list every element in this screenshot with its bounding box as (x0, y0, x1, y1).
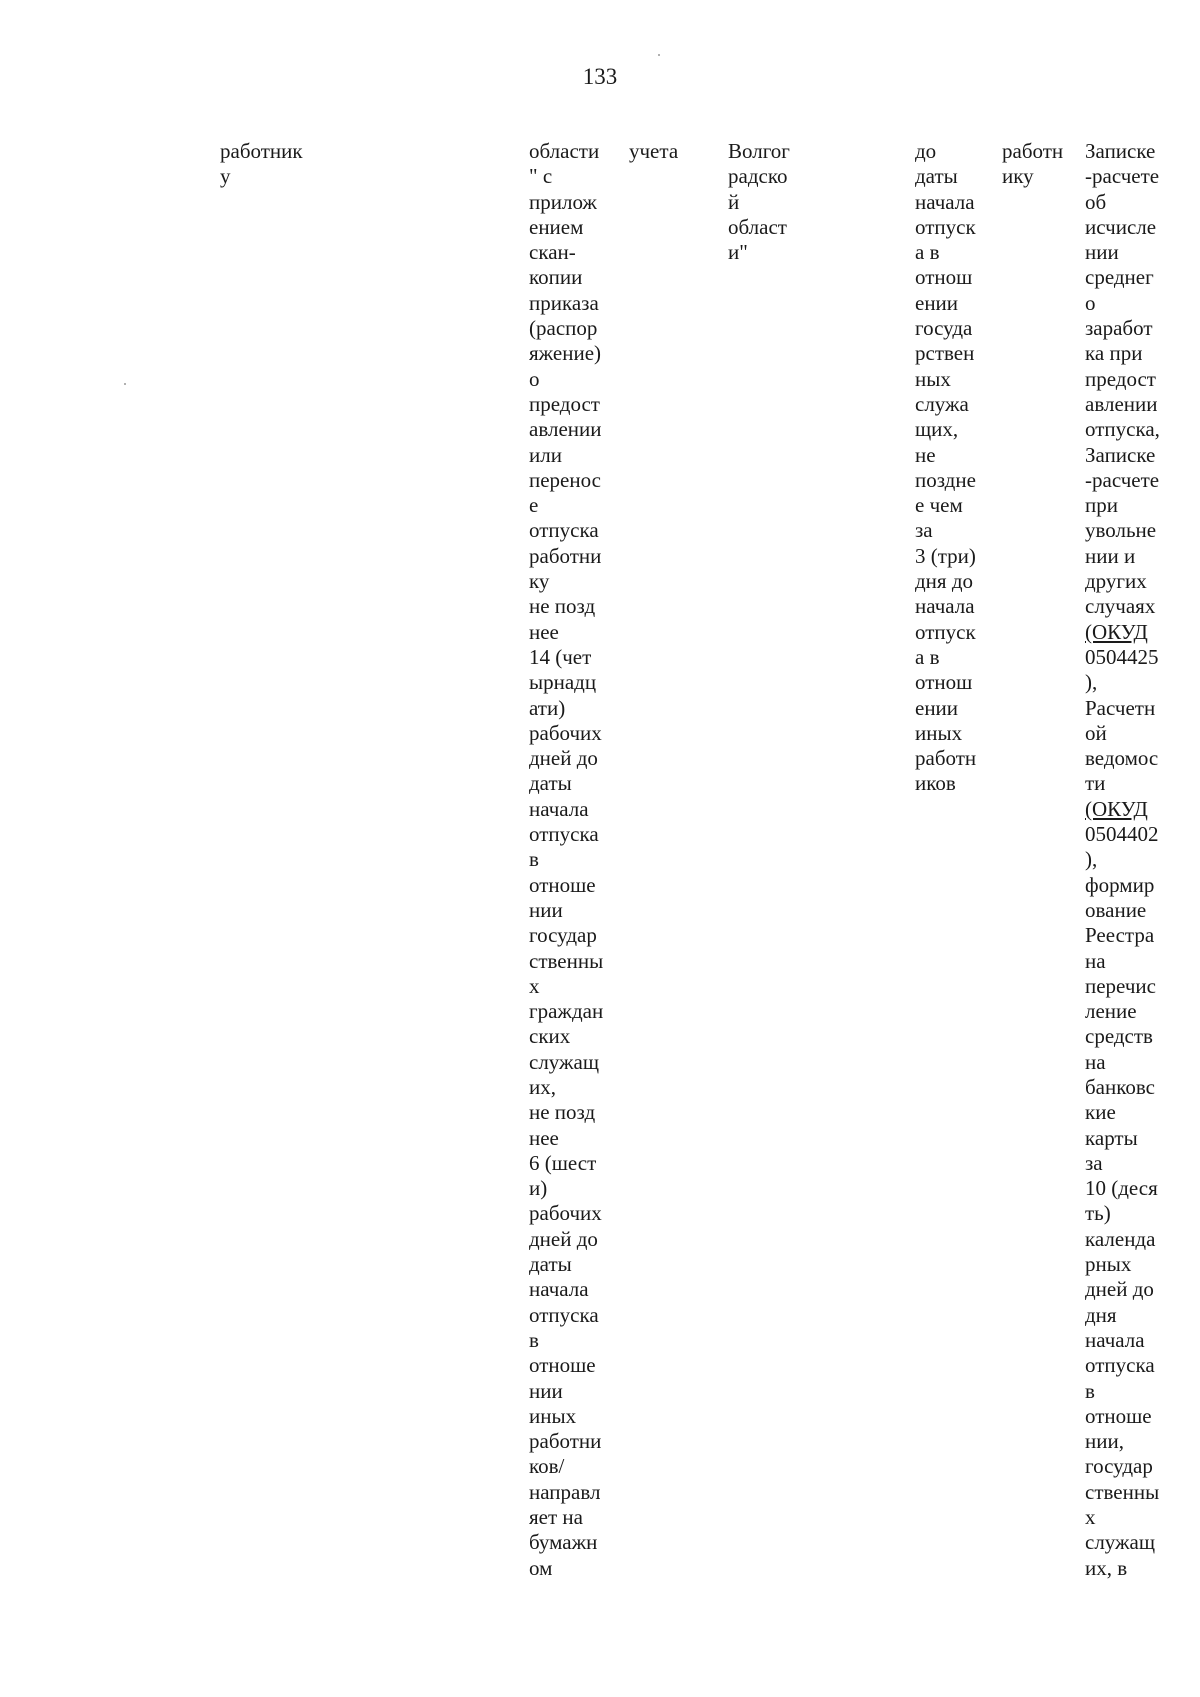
cell-line: отноше (529, 872, 596, 897)
cell-line: нии (529, 1378, 563, 1403)
table-cell-accounting (629, 139, 678, 164)
cell-line: (распор (529, 316, 598, 341)
cell-line: среднег (1085, 265, 1154, 290)
cell-line: ой (1085, 720, 1107, 745)
cell-line: х (529, 973, 540, 998)
cell-line: радско (728, 164, 788, 189)
cell-line: о (1085, 290, 1096, 315)
cell-line: нии (1085, 240, 1119, 265)
cell-line: начала (529, 1277, 589, 1302)
cell-line: средств (1085, 1024, 1153, 1049)
cell-line: щих, (915, 417, 959, 442)
cell-line: " с (529, 164, 553, 189)
cell-line: Волгог (728, 139, 790, 163)
cell-line: не позд (529, 594, 596, 619)
cell-line: дня до (915, 569, 974, 594)
cell-line: авлении (1085, 391, 1158, 416)
cell-line: работник (220, 139, 303, 163)
cell-line: отнош (915, 670, 973, 695)
cell-line: календа (1085, 1226, 1156, 1251)
cell-line: и) (529, 1176, 548, 1201)
cell-line: отпуска, (1085, 417, 1160, 442)
cell-line: увольне (1085, 518, 1157, 543)
cell-line: ование (1085, 897, 1147, 922)
cell-line: отнош (915, 265, 973, 290)
cell-line: до (915, 139, 937, 163)
cell-line: ственны (529, 948, 604, 973)
cell-line: рабочих (529, 1201, 602, 1226)
cell-line: в (529, 847, 539, 872)
cell-line: Реестра (1085, 923, 1155, 948)
cell-line: бумажн (529, 1530, 598, 1555)
scan-speck (124, 383, 126, 385)
cell-line: нии (529, 897, 563, 922)
cell-line: и" (728, 240, 748, 265)
cell-line: прилож (529, 189, 597, 214)
cell-line: яжение) (529, 341, 602, 366)
cell-line: учета (629, 139, 679, 163)
cell-line: ом (529, 1555, 553, 1580)
cell-line: области (529, 139, 600, 163)
cell-line: ении (915, 290, 959, 315)
cell-line: отпуск (915, 619, 976, 644)
cell-line: работни (529, 543, 602, 568)
cell-line: ), (1085, 847, 1098, 872)
cell-line: приказа (529, 290, 599, 315)
cell-line: за (1085, 1150, 1103, 1175)
cell-line: или (529, 442, 562, 467)
cell-line: а в (915, 644, 940, 669)
cell-line: служащ (529, 1049, 600, 1074)
cell-line: рных (1085, 1252, 1132, 1277)
cell-line: карты (1085, 1125, 1138, 1150)
cell-line: в (1085, 1378, 1095, 1403)
cell-line: дня (1085, 1302, 1117, 1327)
cell-line: Записке (1085, 442, 1156, 467)
cell-line: исчисле (1085, 214, 1157, 239)
cell-line: 0504402 (1085, 822, 1159, 847)
cell-line: работн (915, 746, 977, 771)
cell-line: случаях (1085, 594, 1156, 619)
cell-line: государ (1085, 1454, 1153, 1479)
cell-line: й (728, 189, 740, 214)
cell-line: на (1085, 948, 1106, 973)
cell-line: 3 (три) (915, 543, 976, 568)
cell-line: копии (529, 265, 583, 290)
cell-line: а в (915, 240, 940, 265)
table-cell-to-employee (1002, 139, 1063, 190)
cell-line: дней до (1085, 1277, 1154, 1302)
table-cell-employee-fragment (220, 139, 303, 190)
cell-line: рствен (915, 341, 975, 366)
cell-line: авлении (529, 417, 602, 442)
cell-line: предост (1085, 366, 1156, 391)
cell-line: при (1085, 493, 1118, 518)
cell-line: даты (529, 771, 572, 796)
cell-line: банковс (1085, 1074, 1155, 1099)
cell-line: област (728, 214, 787, 239)
cell-line: ственны (1085, 1479, 1160, 1504)
cell-line: ати) (529, 695, 566, 720)
cell-line: ских (529, 1024, 571, 1049)
cell-line: яет на (529, 1505, 583, 1530)
cell-line: начала (915, 189, 975, 214)
cell-line: других (1085, 569, 1147, 594)
cell-line: Расчетн (1085, 695, 1156, 720)
cell-line: начала (1085, 1327, 1145, 1352)
cell-line: ку (529, 569, 550, 594)
table-cell-region-order-terms (529, 139, 603, 1581)
cell-line: Записке (1085, 139, 1156, 163)
cell-line: ику (1002, 164, 1034, 189)
cell-line: отпуска (529, 1302, 599, 1327)
cell-line: граждан (529, 999, 604, 1024)
cell-line: даты (915, 164, 958, 189)
cell-line: начала (529, 796, 589, 821)
cell-line: начала (915, 594, 975, 619)
page-number: 133 (582, 64, 618, 89)
cell-line: х (1085, 1505, 1096, 1530)
cell-line: е (529, 493, 539, 518)
cell-line: иков (915, 771, 956, 796)
cell-line: ти (1085, 771, 1106, 796)
cell-line: ков/ (529, 1454, 565, 1479)
cell-line: нее (529, 1125, 559, 1150)
cell-line: (ОКУД (1085, 619, 1148, 644)
cell-line: ведомос (1085, 746, 1159, 771)
cell-line: отноше (529, 1353, 596, 1378)
cell-line: 0504425 (1085, 644, 1159, 669)
cell-line: поздне (915, 467, 976, 492)
cell-line: ении (915, 695, 959, 720)
cell-line: госуда (915, 316, 973, 341)
cell-line: у (220, 164, 231, 189)
cell-line: нии и (1085, 543, 1136, 568)
cell-line: государ (529, 923, 597, 948)
cell-line: заработ (1085, 316, 1153, 341)
cell-line: отпуска (529, 822, 599, 847)
cell-line: скан- (529, 240, 576, 265)
cell-line: иных (915, 720, 963, 745)
cell-line: ), (1085, 670, 1098, 695)
table-cell-calculation-notes (1085, 139, 1160, 1581)
cell-line: направл (529, 1479, 601, 1504)
cell-line: ением (529, 214, 584, 239)
table-cell-volgograd-region (728, 139, 790, 265)
cell-line: в (529, 1327, 539, 1352)
cell-line: отноше (1085, 1403, 1152, 1428)
cell-line: 14 (чет (529, 644, 592, 669)
cell-line: кие (1085, 1100, 1116, 1125)
cell-line: иных (529, 1403, 577, 1428)
cell-line: об (1085, 189, 1107, 214)
cell-line: ка при (1085, 341, 1143, 366)
cell-line: ырнадц (529, 670, 597, 695)
cell-line: о (529, 366, 540, 391)
cell-line: отпуска (1085, 1353, 1155, 1378)
cell-line: не (915, 442, 936, 467)
cell-line: дней до (529, 1226, 598, 1251)
cell-line: даты (529, 1252, 572, 1277)
cell-line: на (1085, 1049, 1106, 1074)
cell-line: перечис (1085, 973, 1156, 998)
cell-line: служа (915, 391, 969, 416)
cell-line: служащ (1085, 1530, 1156, 1555)
cell-line: е чем (915, 493, 963, 518)
cell-line: -расчете (1085, 467, 1160, 492)
cell-line: их, (529, 1074, 556, 1099)
cell-line: отпуска (529, 518, 599, 543)
cell-line: их, в (1085, 1555, 1128, 1580)
cell-line: -расчете (1085, 164, 1160, 189)
cell-line: формир (1085, 872, 1155, 897)
cell-line: ление (1085, 999, 1137, 1024)
table-cell-deadline-before-leave (915, 139, 976, 797)
cell-line: не позд (529, 1100, 596, 1125)
cell-line: предост (529, 391, 600, 416)
cell-line: нее (529, 619, 559, 644)
cell-line: ных (915, 366, 951, 391)
cell-line: нии, (1085, 1429, 1124, 1454)
cell-line: 6 (шест (529, 1150, 597, 1175)
cell-line: перенос (529, 467, 601, 492)
scan-speck (658, 54, 660, 56)
cell-line: работн (1002, 139, 1064, 163)
cell-line: (ОКУД (1085, 796, 1148, 821)
cell-line: ть) (1085, 1201, 1111, 1226)
cell-line: отпуск (915, 214, 976, 239)
cell-line: работни (529, 1429, 602, 1454)
cell-line: за (915, 518, 933, 543)
cell-line: 10 (деся (1085, 1176, 1158, 1201)
cell-line: рабочих (529, 720, 602, 745)
cell-line: дней до (529, 746, 598, 771)
